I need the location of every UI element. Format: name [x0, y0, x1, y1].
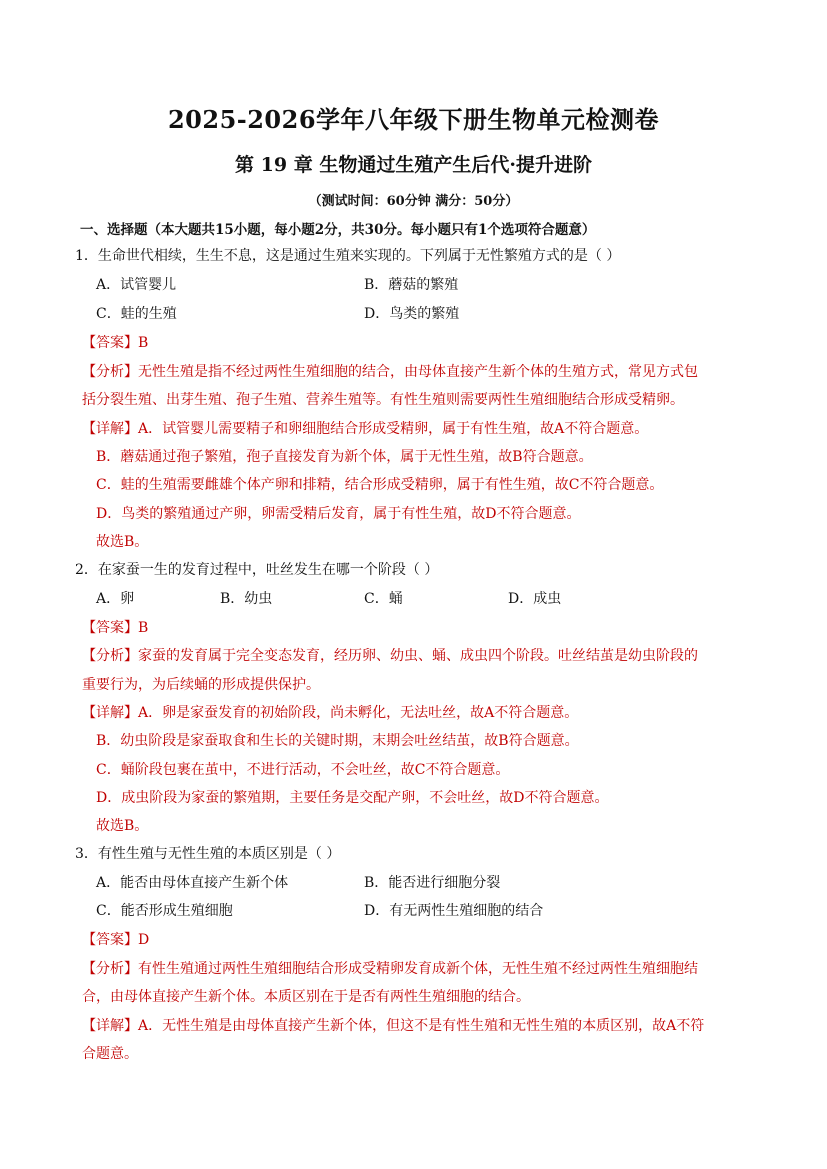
q3-option-b: B．能否进行细胞分裂	[364, 875, 501, 891]
q1-detail-d: D．鸟类的繁殖通过产卵，卵需受精后发育，属于有性生殖，故D不符合题意。	[96, 506, 581, 522]
question-3-stem: 3．有性生殖与无性生殖的本质区别是（ ）	[75, 846, 341, 862]
q2-conclusion: 故选B。	[96, 818, 149, 834]
q1-analysis-line-1: 【分析】无性生殖是指不经过两性生殖细胞的结合，由母体直接产生新个体的生殖方式，常见方式包	[82, 364, 698, 380]
q3-answer: 【答案】D	[82, 932, 150, 948]
q1-option-b: B．蘑菇的繁殖	[364, 277, 459, 293]
q2-option-d: D．成虫	[508, 591, 562, 607]
q3-analysis-line-1: 【分析】有性生殖通过两性生殖细胞结合形成受精卵发育成新个体，无性生殖不经过两性生殖细胞结	[82, 961, 698, 977]
q1-option-a: A．试管婴儿	[96, 277, 177, 293]
q2-detail-c: C．蛹阶段包裹在茧中，不进行活动，不会吐丝，故C不符合题意。	[96, 762, 510, 778]
q1-conclusion: 故选B。	[96, 534, 149, 550]
q2-option-b: B．幼虫	[220, 591, 273, 607]
page-title: 2025-2026学年八年级下册生物单元检测卷	[167, 105, 660, 134]
q2-option-a: A．卵	[96, 591, 135, 607]
q1-detail-c: C．蛙的生殖需要雌雄个体产卵和排精，结合形成受精卵，属于有性生殖，故C不符合题意。	[96, 477, 664, 493]
q1-option-c: C．蛙的生殖	[96, 306, 177, 322]
q2-detail-b: B．幼虫阶段是家蚕取食和生长的关键时期，末期会吐丝结茧，故B符合题意。	[96, 733, 579, 749]
q1-detail-b: B．蘑菇通过孢子繁殖，孢子直接发育为新个体，属于无性生殖，故B符合题意。	[96, 449, 593, 465]
q1-analysis-line-2: 括分裂生殖、出芽生殖、孢子生殖、营养生殖等。有性生殖则需要两性生殖细胞结合形成受精卵。	[82, 392, 684, 408]
q3-analysis-line-2: 合，由母体直接产生新个体。本质区别在于是否有两性生殖细胞的结合。	[82, 989, 530, 1005]
test-meta: （测试时间：60分钟 满分：50分）	[308, 194, 519, 209]
q2-answer: 【答案】B	[82, 620, 149, 636]
q3-option-d: D．有无两性生殖细胞的结合	[364, 903, 544, 919]
q3-detail-a-line-1: 【详解】A．无性生殖是由母体直接产生新个体，但这不是有性生殖和无性生殖的本质区别，故A不符	[82, 1018, 705, 1034]
q3-detail-a-line-2: 合题意。	[82, 1046, 138, 1062]
q1-detail-a: 【详解】A．试管婴儿需要精子和卵细胞结合形成受精卵，属于有性生殖，故A不符合题意。	[82, 421, 649, 437]
q1-answer: 【答案】B	[82, 335, 149, 351]
q3-option-a: A．能否由母体直接产生新个体	[96, 875, 289, 891]
q2-detail-a: 【详解】A．卵是家蚕发育的初始阶段，尚未孵化，无法吐丝，故A不符合题意。	[82, 705, 579, 721]
chapter-subtitle: 第 19 章 生物通过生殖产生后代·提升进阶	[235, 154, 592, 176]
q2-analysis-line-1: 【分析】家蚕的发育属于完全变态发育，经历卵、幼虫、蛹、成虫四个阶段。吐丝结茧是幼虫阶段的	[82, 648, 698, 664]
q2-option-c: C．蛹	[364, 591, 403, 607]
q1-option-d: D．鸟类的繁殖	[364, 306, 460, 322]
section-heading: 一、选择题（本大题共15小题，每小题2分，共30分。每小题只有1个选项符合题意）	[80, 222, 596, 238]
q2-detail-d: D．成虫阶段为家蚕的繁殖期，主要任务是交配产卵，不会吐丝，故D不符合题意。	[96, 790, 609, 806]
question-2-stem: 2．在家蚕一生的发育过程中，吐丝发生在哪一个阶段（ ）	[75, 562, 439, 578]
q2-analysis-line-2: 重要行为，为后续蛹的形成提供保护。	[82, 677, 320, 693]
question-1-stem: 1．生命世代相续，生生不息，这是通过生殖来实现的。下列属于无性繁殖方式的是（ ）	[75, 248, 621, 264]
q3-option-c: C．能否形成生殖细胞	[96, 903, 233, 919]
